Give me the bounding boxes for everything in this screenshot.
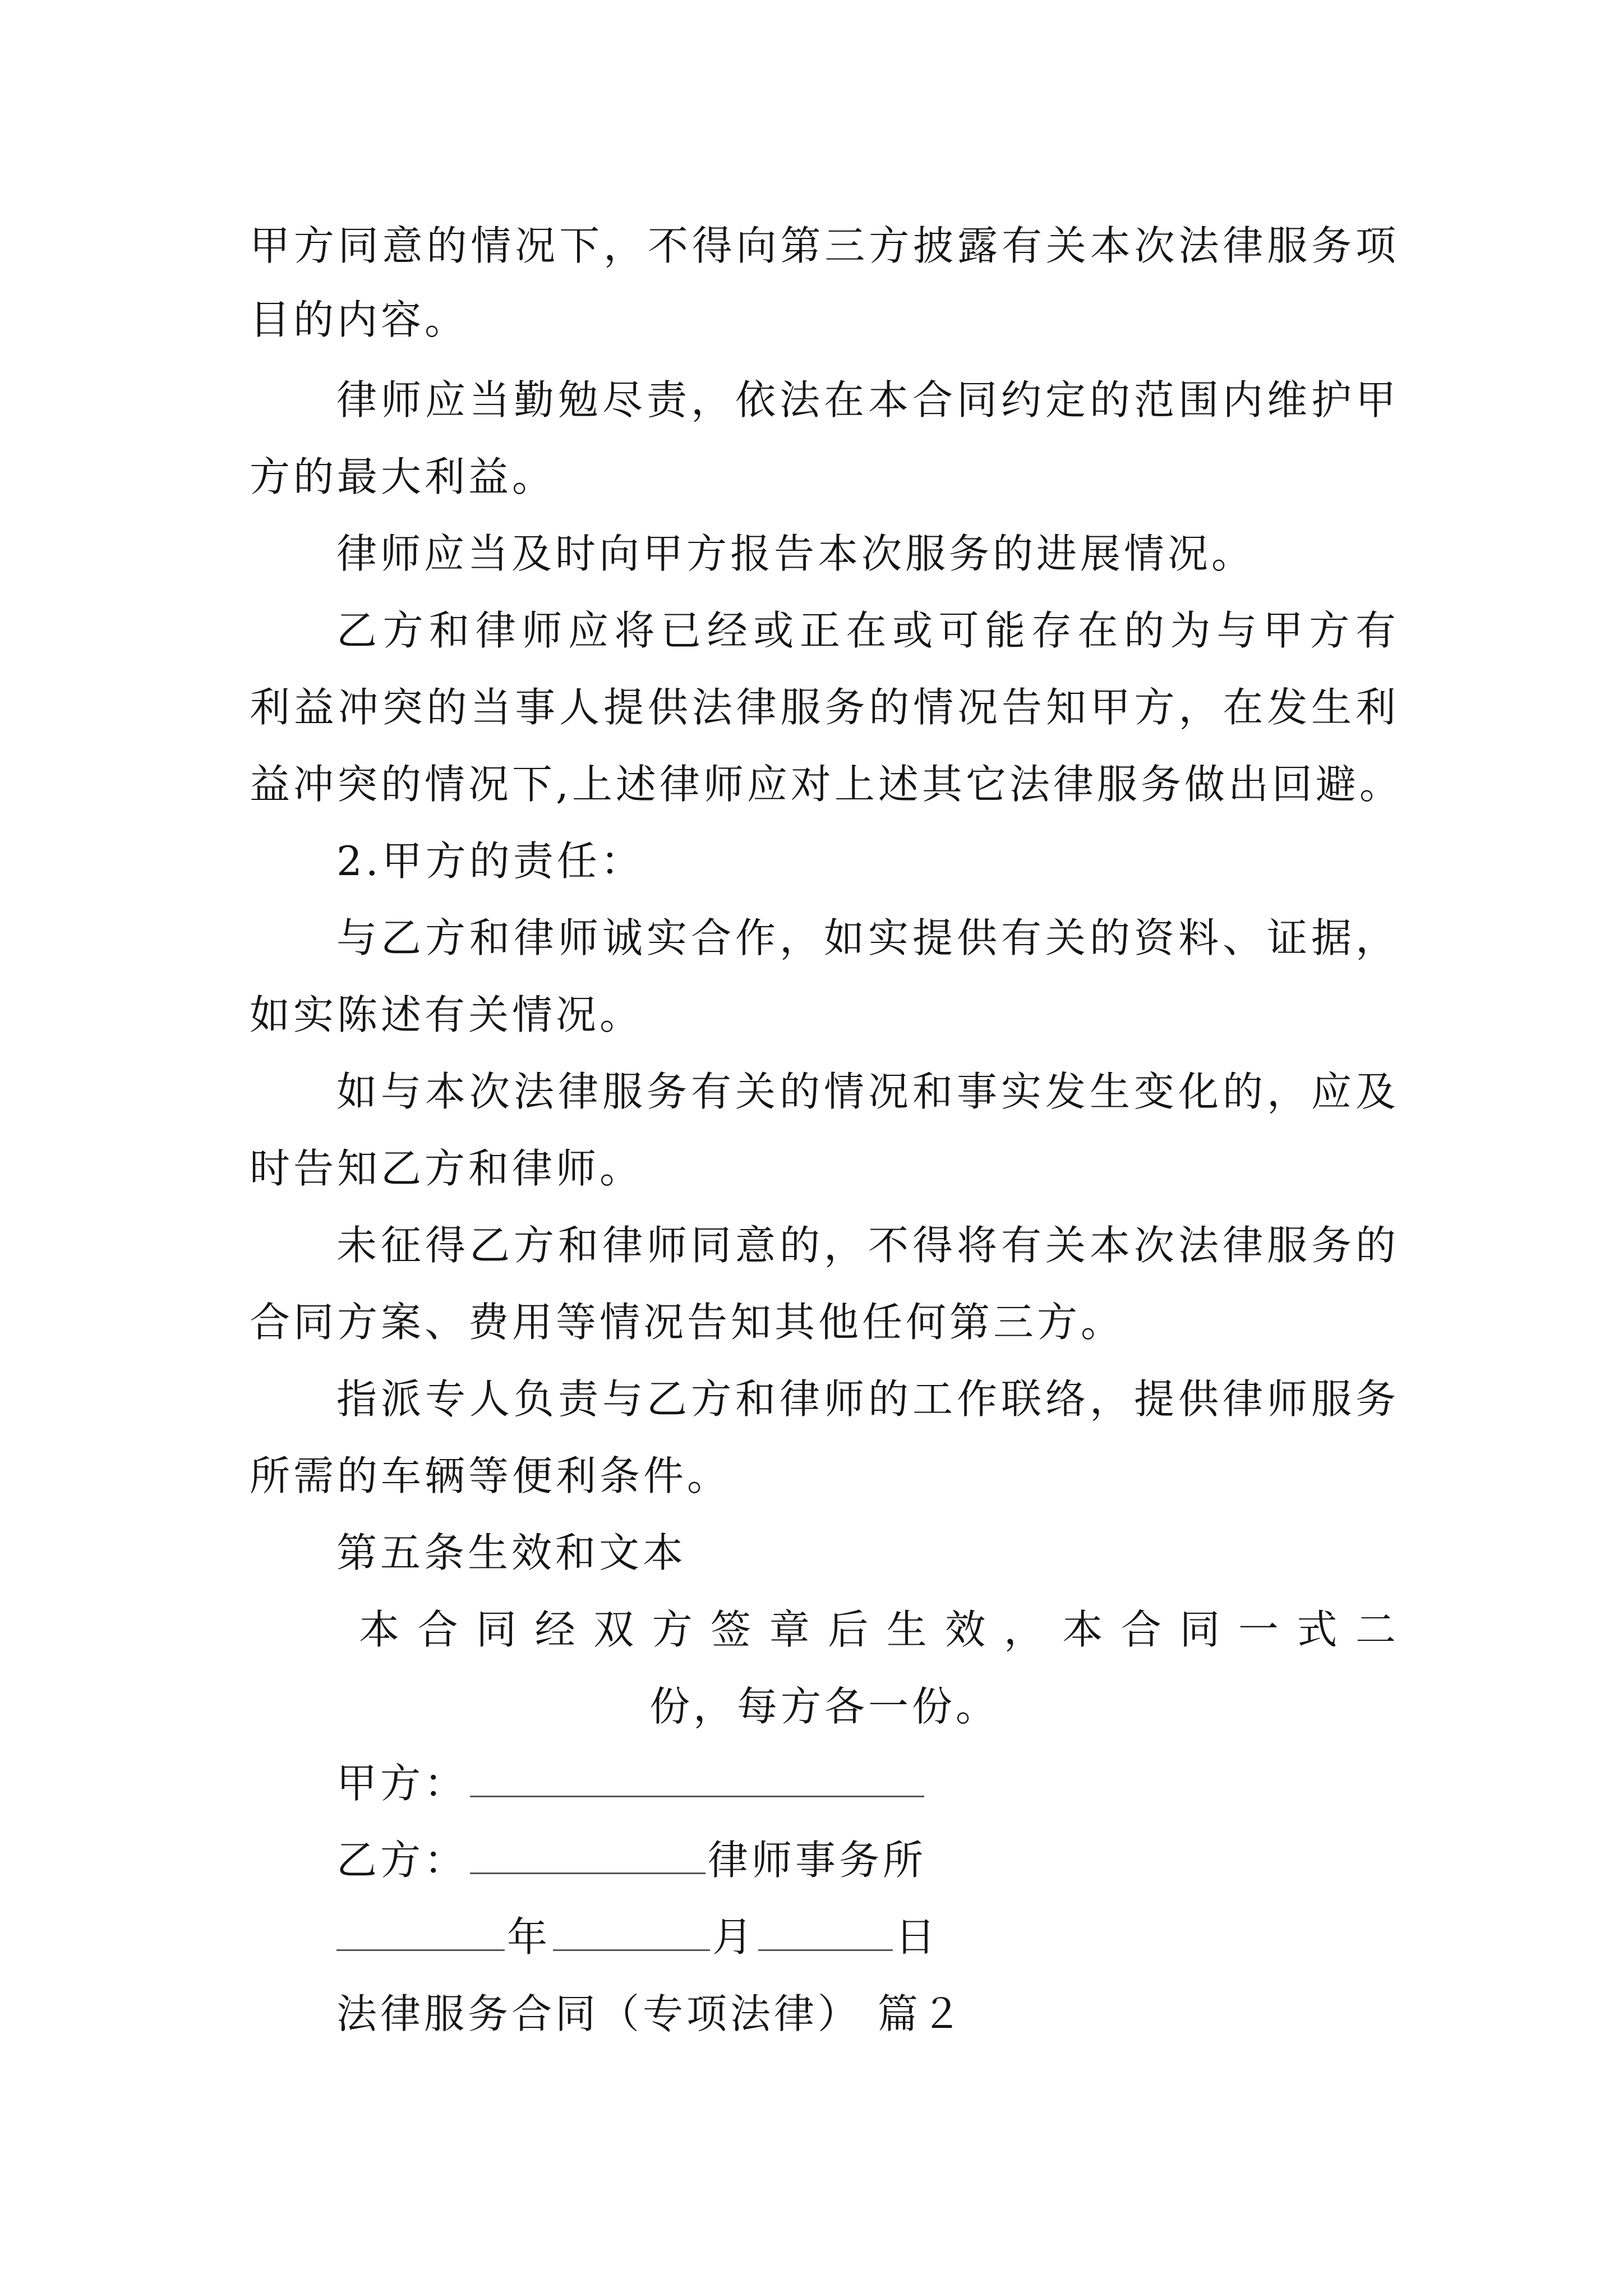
paragraph-line: 乙方和律师应将已经或正在或可能存在的为与甲方有 — [336, 607, 1399, 654]
year-blank — [336, 1913, 505, 1951]
month-label: 月 — [712, 1913, 757, 1961]
signature-date — [336, 1909, 1486, 1965]
paragraph-line: 目的内容。 — [250, 296, 469, 343]
section-heading: 第五条生效和文本 — [336, 1529, 687, 1576]
paragraph-line: 律师应当勤勉尽责，依法在本合同约定的范围内维护甲 — [336, 376, 1399, 424]
paragraph-line: 时告知乙方和律师。 — [250, 1145, 644, 1192]
year-label: 年 — [507, 1913, 551, 1961]
paragraph-line: 甲方同意的情况下，不得向第三方披露有关本次法律服务项 — [250, 222, 1399, 269]
signature-party-a — [336, 1755, 1486, 1811]
signature-party-b — [336, 1832, 1486, 1888]
paragraph-line: 如与本次法律服务有关的情况和事实发生变化的，应及 — [336, 1068, 1399, 1115]
day-label: 日 — [895, 1913, 939, 1961]
month-blank — [553, 1913, 710, 1951]
party-b-blank — [470, 1837, 706, 1874]
paragraph-line: 未征得乙方和律师同意的，不得将有关本次法律服务的 — [336, 1222, 1399, 1269]
paragraph-line: 份，每方各一份。 — [649, 1683, 999, 1730]
paragraph-line: 方的最大利益。 — [250, 453, 556, 500]
paragraph-line: 合同方案、费用等情况告知其他任何第三方。 — [250, 1299, 1125, 1346]
party-a-blank — [470, 1760, 924, 1797]
paragraph-line: 与乙方和律师诚实合作，如实提供有关的资料、证据， — [336, 914, 1399, 961]
paragraph-line: 益冲突的情况下,上述律师应对上述其它法律服务做出回避。 — [250, 761, 1403, 808]
next-section-heading: 法律服务合同（专项法律） 篇２ — [336, 1990, 965, 2037]
party-b-suffix: 律师事务所 — [708, 1837, 927, 1884]
paragraph-line: 利益冲突的当事人提供法律服务的情况告知甲方，在发生利 — [250, 684, 1399, 731]
party-b-label: 乙方： — [336, 1837, 468, 1884]
day-blank — [758, 1913, 893, 1951]
paragraph-line: 指派专人负责与乙方和律师的工作联络，提供律师服务 — [336, 1375, 1399, 1423]
paragraph-line: 本合同经双方签章后生效，本合同一式二 — [359, 1606, 1399, 1653]
paragraph-line: 所需的车辆等便利条件。 — [250, 1452, 731, 1499]
paragraph-line: 如实陈述有关情况。 — [250, 991, 644, 1038]
party-a-label: 甲方： — [336, 1760, 468, 1807]
paragraph-line: 律师应当及时向甲方报告本次服务的进展情况。 — [336, 530, 1256, 577]
paragraph-line: 2.甲方的责任： — [336, 838, 644, 885]
